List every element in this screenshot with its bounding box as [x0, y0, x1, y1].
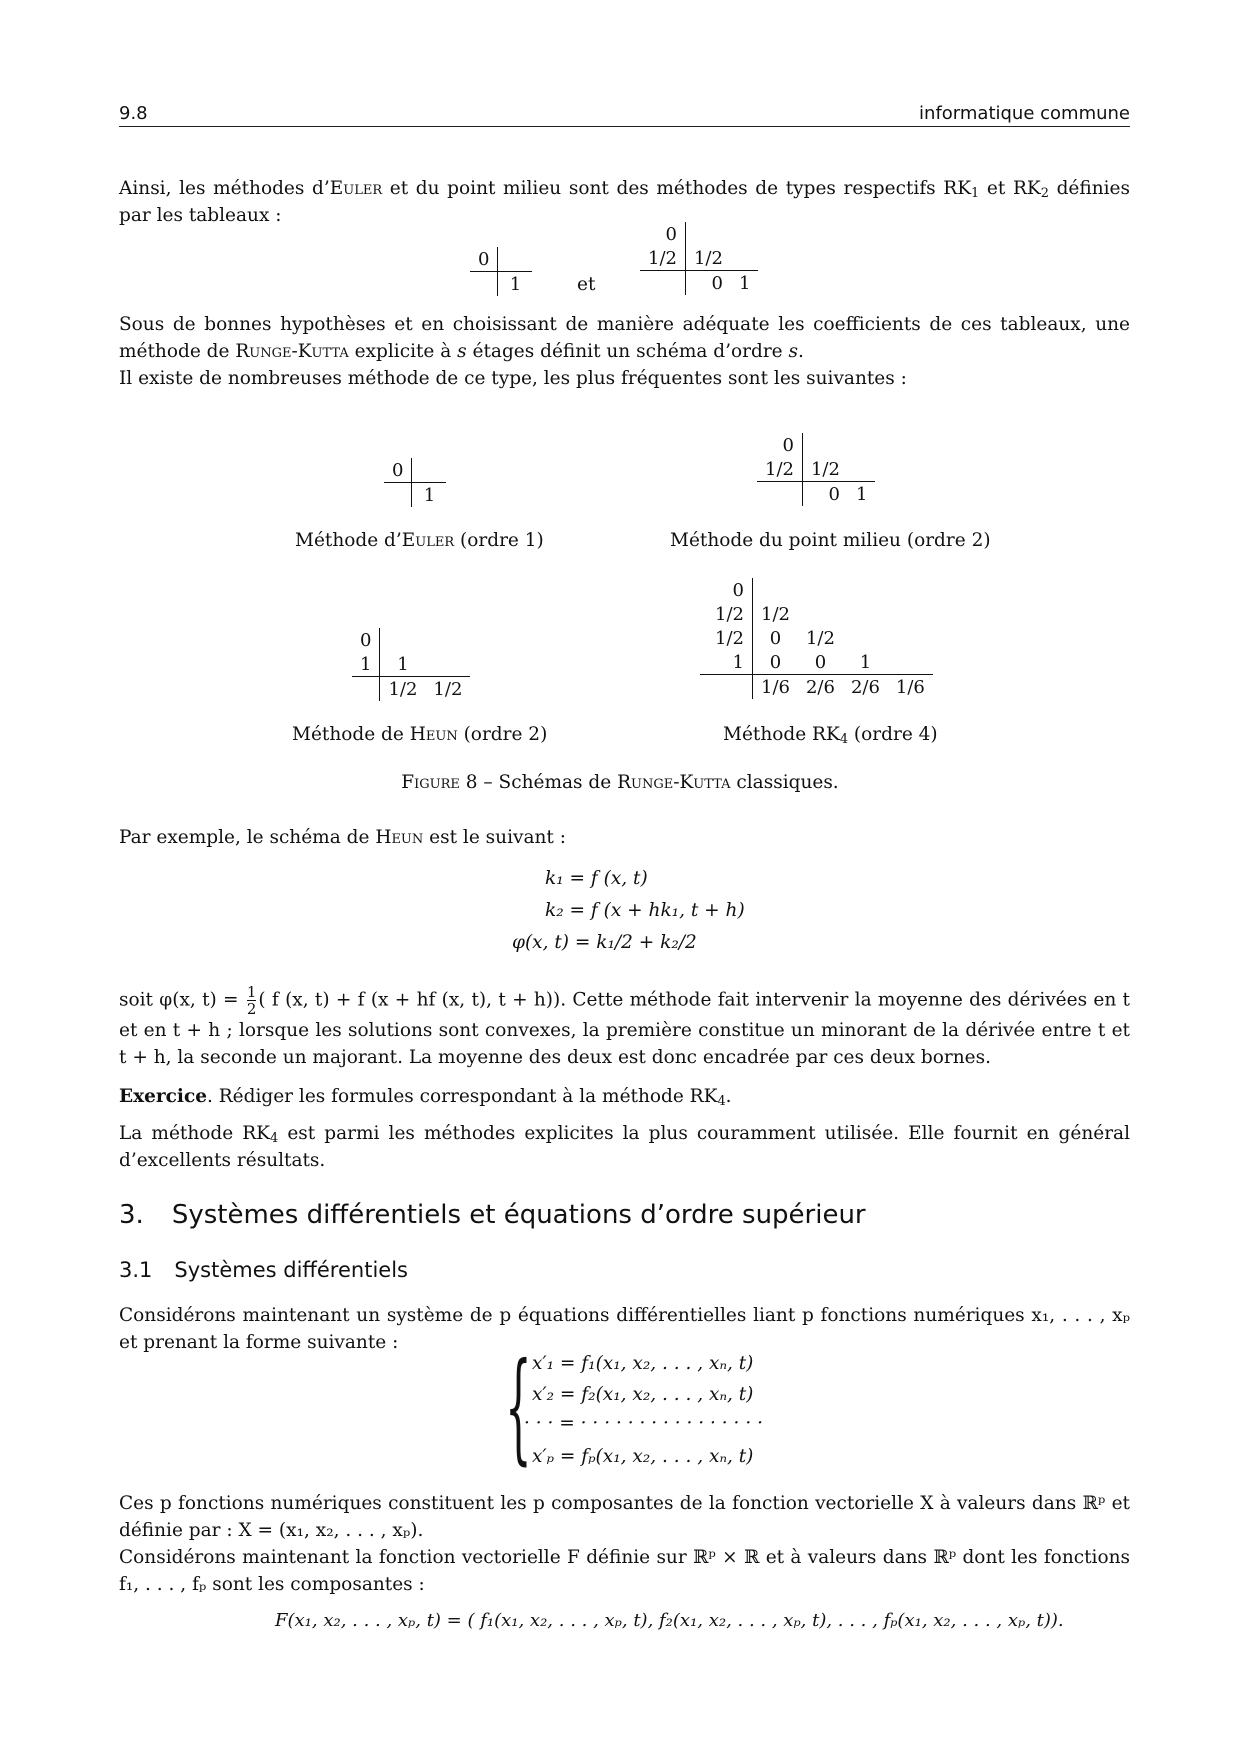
system-eq-2: x′₂ = f₂(x₁, x₂, . . . , xₙ, t): [532, 1384, 754, 1405]
caption-euler: Méthode d’Euler (ordre 1): [295, 530, 544, 551]
components-paragraph: Ces p fonctions numériques constituent les p composantes de la fonction vectorielle X à valeurs dans ℝᵖ et définie par : X = (x₁, x₂, . . . , xₚ).: [119, 1493, 1130, 1541]
course-title: informatique commune: [919, 103, 1130, 124]
exercise: Exercice. Rédiger les formules correspondant à la méthode $RK_4$.: [119, 1086, 732, 1110]
section-number: 9.8: [119, 103, 148, 124]
butcher-table-euler: 0 1: [384, 458, 446, 507]
heun-eq-2: k₂ = f (x + hk₁, t + h): [545, 900, 745, 921]
heun-eq-1: k₁ = f (x, t): [545, 868, 648, 889]
left-brace: {: [505, 1338, 532, 1477]
system-intro-paragraph: Considérons maintenant un système de p équations différentielles liant p fonctions numériques x₁, . . . , xₚ et prenant la forme suivante :: [119, 1305, 1130, 1353]
et-word: et: [577, 274, 596, 295]
intro-paragraph: Ainsi, les méthodes d’Euler et du point milieu sont des méthodes de types respectifs $RK_1$ et $RK_2$ définies par les tableaux :: [119, 178, 1130, 226]
caption-midpoint: Méthode du point milieu (ordre 2): [670, 530, 991, 551]
final-equation: F(x₁, x₂, . . . , xₚ, t) = ( f₁(x₁, x₂, . . . , xₚ, t), f₂(x₁, x₂, . . . , xₚ, t), . . . , fₚ(x₁, x₂, . . . , xₚ, t)).: [275, 1610, 1064, 1631]
figure-caption: Figure 8 – Schémas de Runge-Kutta classiques.: [401, 772, 839, 793]
butcher-table-euler-inline: 0 1: [470, 247, 532, 296]
caption-heun: Méthode de Heun (ordre 2): [292, 724, 548, 745]
rk4-paragraph: La méthode $RK_4$ est parmi les méthodes explicites la plus couramment utilisée. Elle fournit en général d’excellents résultats.: [119, 1123, 1130, 1171]
hypotheses-paragraph: Sous de bonnes hypothèses et en choisissant de manière adéquate les coefficients de ces tableaux, une méthode de Runge-Kutta explicite à s étages définit un schéma d’ordre s. Il existe de nombreuses méthode de ce type, les plus fréquentes sont les suivantes :: [119, 314, 1130, 389]
system-eq-1: x′₁ = f₁(x₁, x₂, . . . , xₙ, t): [532, 1353, 754, 1374]
butcher-table-heun: 0 1 1 1/2 1/2: [352, 628, 470, 701]
system-eq-4: x′ₚ = fₚ(x₁, x₂, . . . , xₙ, t): [532, 1446, 754, 1467]
system-eq-3: · · · = · · · · · · · · · · · · · · · ·: [524, 1413, 763, 1434]
butcher-table-midpoint: 0 1/2 1/2 0 1: [757, 433, 875, 506]
heun-eq-3: φ(x, t) = k₁/2 + k₂/2: [512, 932, 697, 953]
vector-function-paragraph: Considérons maintenant la fonction vectorielle F définie sur ℝᵖ × ℝ et à valeurs dans ℝᵖ dont les fonctions f₁, . . . , fₚ sont les composantes :: [119, 1547, 1130, 1595]
types-paragraph: Il existe de nombreuses méthode de ce type, les plus fréquentes sont les suivantes :: [119, 368, 907, 389]
soit-paragraph: soit φ(x, t) = $\frac{1}{2}$ ( f (x, t) + f (x + hf (x, t), t + h)). Cette méthode fait intervenir la moyenne des dérivées en t et en t + h ; lorsque les solutions sont convexes, la première constitue un minorant de la dérivée entre t et t + h, la seconde un majorant. La moyenne des deux est donc encadrée par ces deux bornes.: [119, 983, 1130, 1068]
butcher-table-midpoint-inline: 0 1/2 1/2 0 1: [640, 222, 758, 295]
section-3-1-heading: 3.1 Systèmes différentiels: [119, 1258, 408, 1282]
heun-intro: Par exemple, le schéma de Heun est le suivant :: [119, 827, 566, 848]
page-header: [119, 96, 1130, 127]
butcher-table-rk4: 0 1/2 1/2 1/2 0 1/2 1 0 0 1 1/6 2/6 2/6 1/6: [700, 578, 933, 699]
section-3-heading: 3. Systèmes différentiels et équations d’ordre supérieur: [119, 1200, 866, 1230]
caption-rk4: Méthode $RK_4$ (ordre 4): [723, 724, 938, 748]
